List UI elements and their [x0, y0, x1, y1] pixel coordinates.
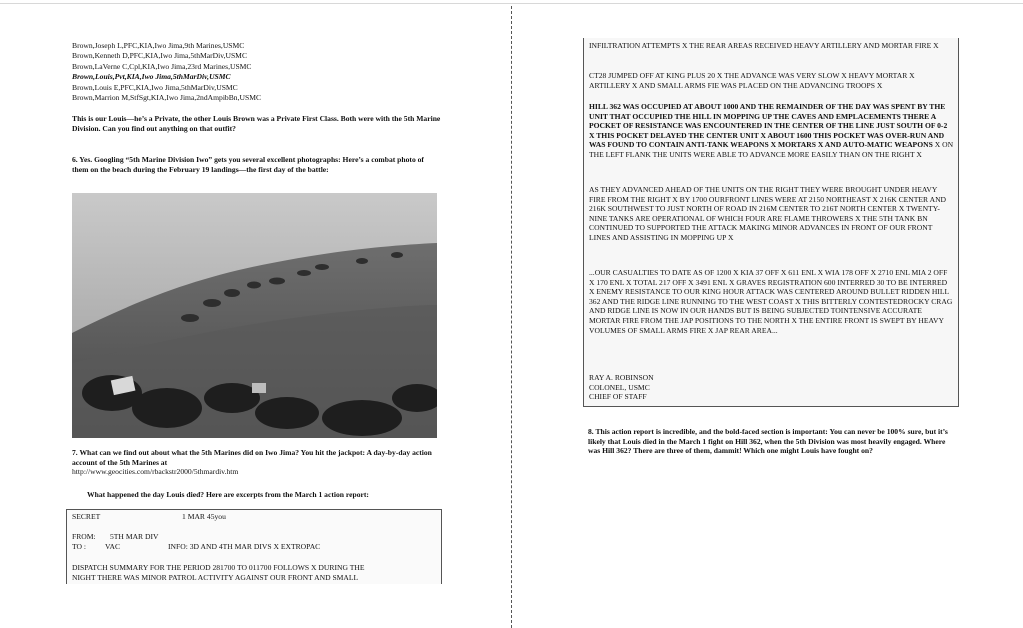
casualty-roster [72, 41, 372, 103]
report-infiltration: INFILTRATION ATTEMPTS X THE REAR AREAS RECEIVED HEAVY ARTILLERY AND MORTAR FIRE X [589, 41, 939, 50]
report-header-line [72, 512, 226, 522]
report-date: 1 MAR 45you [182, 512, 226, 521]
from-value: 5TH MAR DIV [110, 532, 159, 541]
signature-title: CHIEF OF STAFF [589, 392, 647, 402]
to-label: TO : [72, 542, 86, 551]
report-casualties: ...OUR CASUALTIES TO DATE AS OF 1200 X KIA 37 OFF X 611 ENL X WIA 178 OFF X 2710 ENL MIA 2 OFF X 170 ENL X TOTAL 217 OFF X 3491 ENL X GRAVES REGISTRATION 600 INTERRED 30 TO BE INTERRED X ENEMY RESISTANCE TO OUR KING HOUR ATTACK WAS CENTERED AROUND BULLET RIDDEN HILL 362 AND THE RIDGE LINE RUNNING TO THE WEST COAST X THIS BITTERLY CONTESTEDROCKY CRAG AND RIDGE LINE IS NOW IN OUR HANDS BUT IS BEING SUBJECTED TOINTENSIVE ACCURATE MORTAR FIRE FROM THE JAP POSITIONS TO THE NORTH X THE ENTIRE FRONT IS SWEPT BY HEAVY VOLUMES OF SMALL ARMS FIRE X JAP REAR AREA... [589, 268, 953, 335]
signature-rank: COLONEL, USMC [589, 382, 650, 392]
action-report-excerpt-start [66, 509, 442, 584]
report-dispatch-line-2: NIGHT THERE WAS MINOR PATROL ACTIVITY AGAINST OUR FRONT AND SMALL [72, 573, 359, 582]
left-page [0, 0, 511, 628]
to-value: VAC [105, 542, 121, 551]
report-hill-362-bold: HILL 362 WAS OCCUPIED AT ABOUT 1000 AND THE REMAINDER OF THE DAY WAS SPENT BY THE UNIT THAT OCCUPIED THE HILL IN MOPPING UP THE CAVES AND EMPLACEMENTS THERE A POCKET OF RESISTANCE WAS ENCOUNTERED IN THE CENTER OF THE LINE JUST SOUTH OF 0-2 X THIS POCKET DELAYED THE CENTER UNIT X ABOUT 1600 THIS POCKET WAS OVER-RUN AND WAS FOUND TO CONTAIN ANTI-TANK WEAPONS X MORTARS X AND AUTO-MATIC WEAPONS [589, 102, 948, 150]
roster-row: Brown,Marrion M,StfSgt,KIA,Iwo Jima,2ndAmpibBn,USMC [72, 93, 262, 103]
signature-name: RAY A. ROBINSON [589, 373, 654, 382]
paragraph-louis: This is our Louis—he’s a Private, the other Louis Brown was a Private First Class. Both were with the 5th Marine Division. Can you find out anything on that outfit? [72, 114, 441, 133]
roster-row: Brown,Joseph L,PFC,KIA,Iwo Jima,9th Marines,USMC [72, 41, 245, 50]
from-label: FROM: [72, 532, 96, 541]
roster-row: Brown,Kenneth D,PFC,KIA,Iwo Jima,5thMarDiv,USMC [72, 51, 248, 61]
report-signature [589, 373, 954, 402]
report-hill-362 [589, 102, 954, 160]
paragraph-6: 6. Yes. Googling “5th Marine Division Iwo” gets you several excellent photographs: Here’s a combat photo of them on the beach during the February 19 landings—the first day of the battle: [72, 155, 424, 174]
paragraph-died: What happened the day Louis died? Here are excerpts from the March 1 action report: [87, 490, 369, 499]
roster-row-highlighted: Brown,Louis,Pvt,KIA,Iwo Jima,5thMarDiv,USMC [72, 72, 231, 82]
combat-photo [72, 193, 437, 438]
roster-row: Brown,Louis E,PFC,KIA,Iwo Jima,5thMarDiv,USMC [72, 82, 238, 92]
report-hill-362-rest: X ON THE LEFT FLANK THE UNITS WERE ABLE TO ADVANCE MORE EASILY THAN ON THE RIGHT X [589, 140, 954, 159]
info-value: INFO: 3D AND 4TH MAR DIVS X EXTROPAC [168, 542, 321, 551]
report-classification: SECRET [72, 512, 101, 521]
report-from-line [72, 532, 159, 542]
report-to-line [72, 542, 321, 552]
roster-row: Brown,LaVerne C,Cpl,KIA,Iwo Jima,23rd Marines,USMC [72, 61, 252, 71]
source-url-link[interactable]: http://www.geocities.com/rbackstr2000/5thmardiv.htm [72, 467, 239, 477]
paragraph-7-text: 7. What can we find out about what the 5th Marines did on Iwo Jima? You hit the jackpot: A day-by-day action account of the 5th Marines at [72, 448, 432, 467]
report-advance: AS THEY ADVANCED AHEAD OF THE UNITS ON THE RIGHT THEY WERE BROUGHT UNDER HEAVY FIRE FROM THE RIGHT X BY 1700 OURFRONT LINES WERE AT 2150 NORTHEAST X 216K CENTER AND 216K SOUTHWEST TO JUST NORTH OF ROAD IN 216M CENTER TO 216T NORTH CENTER X TWENTY-NINE TANKS ARE OPERATIONAL OF WHICH FOUR ARE FLAME THROWERS X THE 5TH TANK BN CONTINUED TO SUPPORTED THE ATTACK MAKING MINOR ADVANCES IN FRONT OF OUR FRONT LINES AND ASSISTING IN MOPPING UP X [589, 185, 947, 242]
paragraph-8: 8. This action report is incredible, and the bold-faced section is important: You can never be 100% sure, but it’s likely that Louis died in the March 1 fight on Hill 362, when the 5th Division was most heavily engaged. Where was Hill 362? There are three of them, dammit! Which one might Louis have fought on? [588, 427, 948, 456]
paragraph-7 [72, 448, 442, 477]
report-ct28: CT28 JUMPED OFF AT KING PLUS 20 X THE ADVANCE WAS VERY SLOW X HEAVY MORTAR X ARTILLERY X AND SMALL ARMS FIE WAS PLACED ON THE ADVANCING TROOPS X [589, 71, 915, 90]
right-page [512, 0, 1023, 628]
report-dispatch-line-1: DISPATCH SUMMARY FOR THE PERIOD 281700 TO 011700 FOLLOWS X DURING THE [72, 563, 365, 572]
action-report-excerpt-continued [583, 38, 959, 407]
